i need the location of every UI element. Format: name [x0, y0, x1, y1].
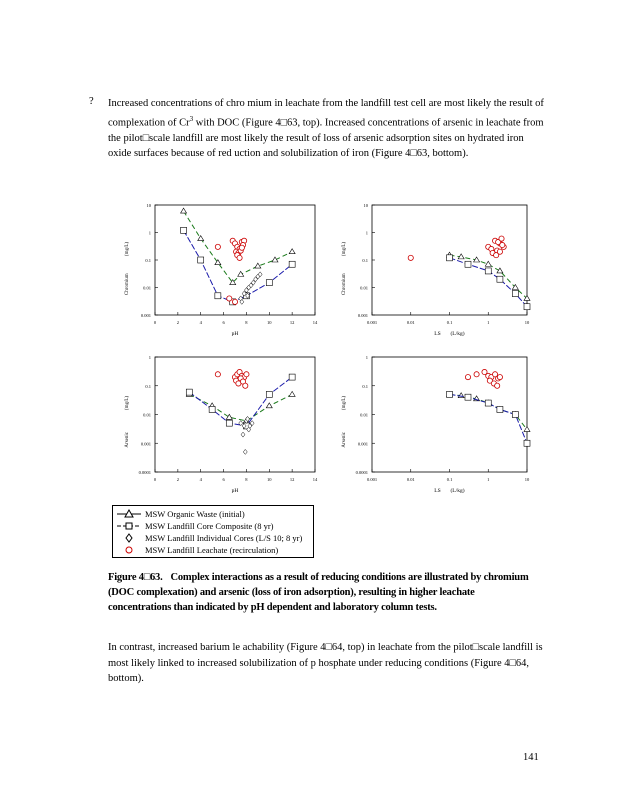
- y-tick-label: 1: [148, 230, 151, 236]
- x-tick-label: 0.01: [406, 320, 415, 325]
- data-point: [485, 400, 491, 406]
- x-axis-label: pH: [231, 331, 239, 337]
- y-axis-unit: (mg/L): [125, 241, 130, 257]
- legend-item: [117, 544, 278, 556]
- data-point: [465, 394, 471, 400]
- legend-item: [117, 520, 274, 532]
- x-tick-label: 12: [289, 477, 295, 482]
- y-tick-label: 0.001: [140, 313, 151, 318]
- data-point: [512, 291, 518, 297]
- y-tick-label: 0.1: [145, 258, 151, 263]
- x-tick-label: 10: [267, 320, 272, 325]
- series-line: [189, 394, 292, 420]
- data-point: [232, 299, 237, 304]
- data-point: [237, 255, 242, 260]
- y-tick-label: 0.01: [143, 285, 151, 291]
- y-tick-label: 0.1: [362, 258, 368, 263]
- data-point: [266, 391, 272, 397]
- y-axis-label: Arsenic: [342, 432, 347, 448]
- x-tick-label: 10: [524, 477, 530, 482]
- x-tick-label: 12: [289, 320, 295, 325]
- data-point: [209, 406, 215, 412]
- y-tick-label: 0.001: [357, 313, 368, 318]
- y-axis-unit: (mg/L): [342, 395, 347, 411]
- x-tick-label: 0: [153, 477, 157, 482]
- x-axis-label: LS: [434, 331, 441, 337]
- y-tick-label: 0.001: [140, 441, 151, 447]
- data-point: [289, 261, 295, 267]
- page-number: 141: [523, 752, 539, 763]
- data-point: [499, 236, 504, 241]
- x-tick-label: 1: [487, 320, 490, 325]
- data-point: [408, 255, 413, 260]
- data-point: [289, 249, 295, 254]
- data-point: [497, 276, 503, 282]
- bullet-marker: ?: [89, 96, 94, 107]
- x-tick-label: 6: [222, 320, 225, 325]
- data-point: [227, 296, 232, 301]
- data-point: [497, 406, 503, 412]
- y-tick-label: 0.01: [360, 285, 368, 291]
- data-point: [474, 372, 479, 377]
- legend-label: MSW Landfill Core Composite (8 yr): [145, 521, 274, 531]
- data-point: [447, 391, 453, 397]
- figure-legend: [112, 505, 314, 558]
- series-line: [184, 230, 293, 302]
- bullet-text-part-2: with DOC (Figure 4□63, top). Increased concentrations of arsenic in leachate from the pilot□scale landfill are most likely the result of loss of arsenic adsorption sites on hydrated iron oxide surfaces because of red uction and solubilization of iron (Figure 4□63, bottom).: [108, 117, 544, 159]
- y-tick-label: 0.0001: [138, 470, 151, 475]
- data-point: [266, 280, 272, 286]
- diamond-marker-icon: [117, 533, 141, 543]
- x-tick-label: 4: [199, 477, 202, 482]
- y-tick-label: 1: [365, 230, 368, 236]
- x-axis-label: LS: [434, 488, 441, 494]
- plot-frame: [372, 357, 527, 472]
- data-point: [239, 245, 244, 250]
- x-tick-label: 0.1: [446, 477, 453, 482]
- plot-frame: [155, 205, 315, 315]
- data-point: [244, 372, 249, 377]
- x-tick-label: 4: [199, 320, 202, 325]
- legend-label: MSW Landfill Individual Cores (L/S 10; 8 yr): [145, 533, 303, 543]
- data-point: [243, 383, 248, 388]
- x-tick-label: 14: [312, 320, 318, 325]
- data-point: [497, 374, 502, 379]
- x-axis-label: pH: [231, 488, 239, 494]
- y-tick-label: 1: [365, 355, 368, 360]
- data-point: [226, 414, 232, 419]
- data-point: [198, 236, 204, 241]
- data-point: [198, 257, 204, 263]
- y-tick-label: 10: [146, 203, 151, 208]
- data-point: [524, 427, 530, 432]
- x-tick-label: 0.001: [366, 477, 378, 482]
- data-point: [266, 403, 272, 408]
- y-axis-unit: (mg/L): [342, 241, 347, 257]
- legend-label: MSW Organic Waste (initial): [145, 509, 245, 519]
- legend-label: MSW Landfill Leachate (recirculation): [145, 545, 279, 555]
- bullet-paragraph: [108, 96, 548, 162]
- data-point: [289, 374, 295, 380]
- data-point: [186, 389, 192, 395]
- x-tick-label: 2: [176, 320, 179, 325]
- bullet-text-part-1: Increased concentrations of chro mium in leachate from the landfill test cell are most likely the result of complexation of Cr: [108, 98, 544, 128]
- x-tick-label: 0.1: [446, 320, 453, 325]
- figure-caption: [108, 570, 538, 615]
- y-tick-label: 10: [363, 203, 368, 208]
- data-point: [465, 261, 471, 267]
- x-tick-label: 8: [245, 320, 248, 325]
- data-point: [226, 420, 232, 426]
- x-tick-label: 6: [222, 477, 225, 482]
- x-tick-label: 0: [153, 320, 157, 325]
- y-axis-label: Chromium: [342, 273, 347, 296]
- y-tick-label: 1: [148, 355, 151, 360]
- x-tick-label: 0.01: [406, 477, 415, 482]
- y-tick-label: 0.01: [143, 412, 151, 418]
- caption-label: Figure 4□63.: [108, 572, 163, 583]
- data-point: [181, 227, 187, 233]
- square-marker-icon: [117, 521, 141, 531]
- chart-panel-top_right: [342, 203, 530, 337]
- contrast-paragraph: In contrast, increased barium le achability (Figure 4□64, top) in leachate from the pilot□scale landfill is most likely linked to increased solubilization of p hosphate under reducing conditions (Figure 4□64, bottom).: [108, 642, 543, 684]
- data-point: [500, 242, 505, 247]
- data-point: [512, 412, 518, 418]
- x-tick-label: 10: [267, 477, 272, 482]
- data-point: [485, 261, 491, 266]
- data-point: [215, 244, 220, 249]
- y-tick-label: 0.1: [362, 383, 368, 389]
- data-point: [524, 440, 530, 446]
- data-point: [255, 263, 261, 268]
- triangle-marker-icon: [117, 509, 141, 519]
- x-tick-label: 10: [524, 320, 530, 325]
- figure-4-63: [100, 195, 540, 500]
- y-tick-label: 0.01: [360, 412, 368, 418]
- x-tick-label: 1: [487, 477, 490, 482]
- data-point: [289, 391, 295, 396]
- y-axis-label: Chromium: [125, 273, 130, 296]
- y-axis-label: Arsenic: [125, 432, 130, 448]
- y-axis-unit: (mg/L): [125, 395, 130, 411]
- data-point: [485, 268, 491, 274]
- data-point: [447, 255, 453, 261]
- data-point: [497, 268, 503, 273]
- data-point: [241, 432, 245, 437]
- data-point: [524, 304, 530, 310]
- legend-item: [117, 532, 302, 544]
- data-point: [215, 293, 221, 299]
- y-tick-label: 0.1: [145, 383, 151, 389]
- x-tick-label: 14: [312, 477, 318, 482]
- chart-panel-bottom_left: [125, 355, 318, 494]
- caption-text: Complex interactions as a result of reducing conditions are illustrated by chromium (DOC complexation) and arsenic (loss of iron adsorption), resulting in higher leachate concentrations than indicated by pH dependent and laboratory column tests.: [108, 572, 529, 613]
- chart-panel-bottom_right: [342, 355, 530, 494]
- data-point: [181, 208, 187, 213]
- data-point: [215, 372, 220, 377]
- x-axis-unit: (L/kg): [450, 488, 465, 494]
- data-point: [495, 383, 500, 388]
- data-point: [497, 249, 502, 254]
- bullet-text-superscript: 3: [189, 114, 194, 123]
- data-point: [243, 449, 247, 454]
- y-tick-label: 0.0001: [355, 470, 368, 475]
- legend-item: [117, 508, 245, 520]
- x-tick-label: 0.001: [366, 320, 378, 325]
- x-tick-label: 8: [245, 477, 248, 482]
- x-axis-unit: (L/kg): [450, 331, 465, 337]
- circle-marker-icon: [117, 545, 141, 555]
- y-tick-label: 0.001: [357, 441, 368, 447]
- chart-panel-top_left: [125, 203, 318, 337]
- data-point: [465, 374, 470, 379]
- x-tick-label: 2: [176, 477, 179, 482]
